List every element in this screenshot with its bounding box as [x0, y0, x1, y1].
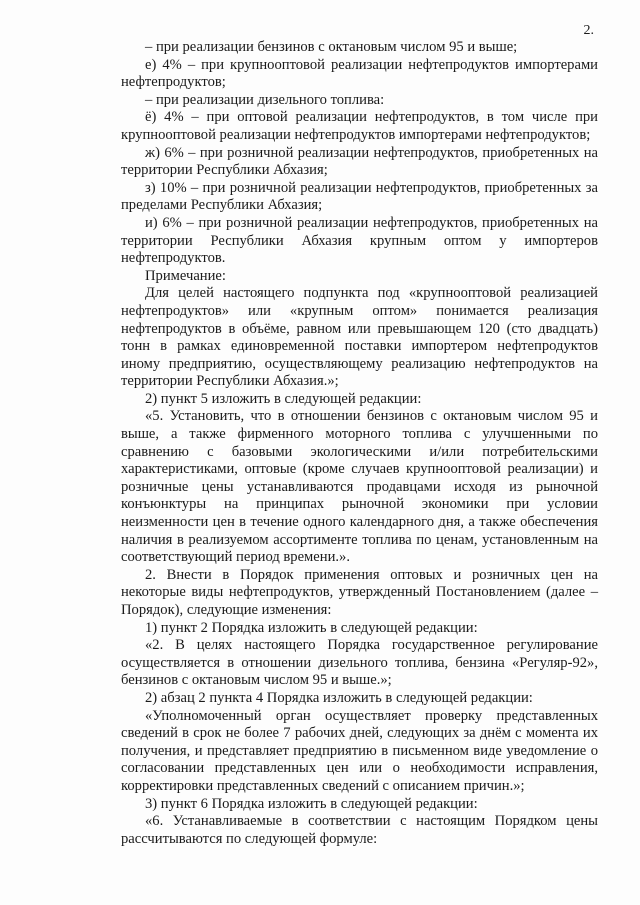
paragraph: ё) 4% – при оптовой реализации нефтепродуктов, в том числе при крупнооптовой реализации нефтепродуктов импортерами нефтепродуктов;: [121, 109, 598, 143]
paragraph: ж) 6% – при розничной реализации нефтепродуктов, приобретенных на территории Республики Абхазия;: [121, 144, 598, 179]
paragraph: – при реализации бензинов с октановым числом 95 и выше;: [145, 39, 518, 55]
paragraph: – при реализации дизельного топлива:: [145, 91, 385, 108]
paragraph: 3) пункт 6 Порядка изложить в следующей редакции:: [145, 795, 478, 812]
paragraph: 1) пункт 2 Порядка изложить в следующей редакции:: [145, 619, 478, 636]
paragraph: 2) пункт 5 изложить в следующей редакции:: [145, 390, 422, 407]
page-number: 2.: [583, 23, 594, 38]
document-body: [121, 39, 598, 848]
paragraph: «2. В целях настоящего Порядка государственное регулирование осуществляется в отношении дизельного топлива, бензина «Регуляр-92», бензинов с октановым числом 95 и выше.»;: [121, 637, 598, 689]
paragraph: 2) абзац 2 пункта 4 Порядка изложить в следующей редакции:: [145, 689, 533, 706]
paragraph: 2. Внести в Порядок применения оптовых и розничных цен на некоторые виды нефтепродуктов, утвержденный Постановлением (далее – Порядок), следующие изменения:: [121, 566, 598, 618]
paragraph: Для целей настоящего подпункта под «крупнооптовой реализацией нефтепродуктов» или «крупным оптом» понимается реализация нефтепродуктов в объёме, равном или превышающем 120 (сто двадцать) тонн в рамках единовременной поставки импортером нефтепродуктов иному предприятию, осуществляющему реализацию нефтепродуктов на территории Республики Абхазия.»;: [121, 285, 598, 390]
paragraph: «Уполномоченный орган осуществляет проверку представленных сведений в срок не более 7 рабочих дней, следующих за днём с момента их получения, и представляет предприятию в письменном виде уведомление о согласовании представленных цен или о необходимости исправления, корректировки представленных сведений с описанием причин.»;: [121, 707, 598, 794]
paragraph: з) 10% – при розничной реализации нефтепродуктов, приобретенных за пределами Республики Абхазия;: [121, 179, 598, 214]
note-heading: Примечание:: [145, 267, 226, 284]
paragraph: «6. Устанавливаемые в соответствии с настоящим Порядком цены рассчитываются по следующей формуле:: [121, 813, 598, 847]
paragraph: «5. Установить, что в отношении бензинов с октановым числом 95 и выше, а также фирменного моторного топлива с улучшенными по сравнению с базовыми экологическими и/или потребительскими характеристиками, оптовые (кроме случаев крупнооптовой реализации) и розничные цены устанавливаются продавцами исходя из рыночной конъюнктуры на принципах рыночной экономики при условии неизменности цен в течение одного календарного дня, а также обеспечения наличия в реализуемом ассортименте топлива по ценам, установленным на соответствующий период времени.».: [121, 408, 598, 566]
paragraph: и) 6% – при розничной реализации нефтепродуктов, приобретенных на территории Республики Абхазия крупным оптом у импортеров нефтепродуктов.: [121, 214, 598, 267]
paragraph: е) 4% – при крупнооптовой реализации нефтепродуктов импортерами нефтепродуктов;: [121, 56, 598, 91]
